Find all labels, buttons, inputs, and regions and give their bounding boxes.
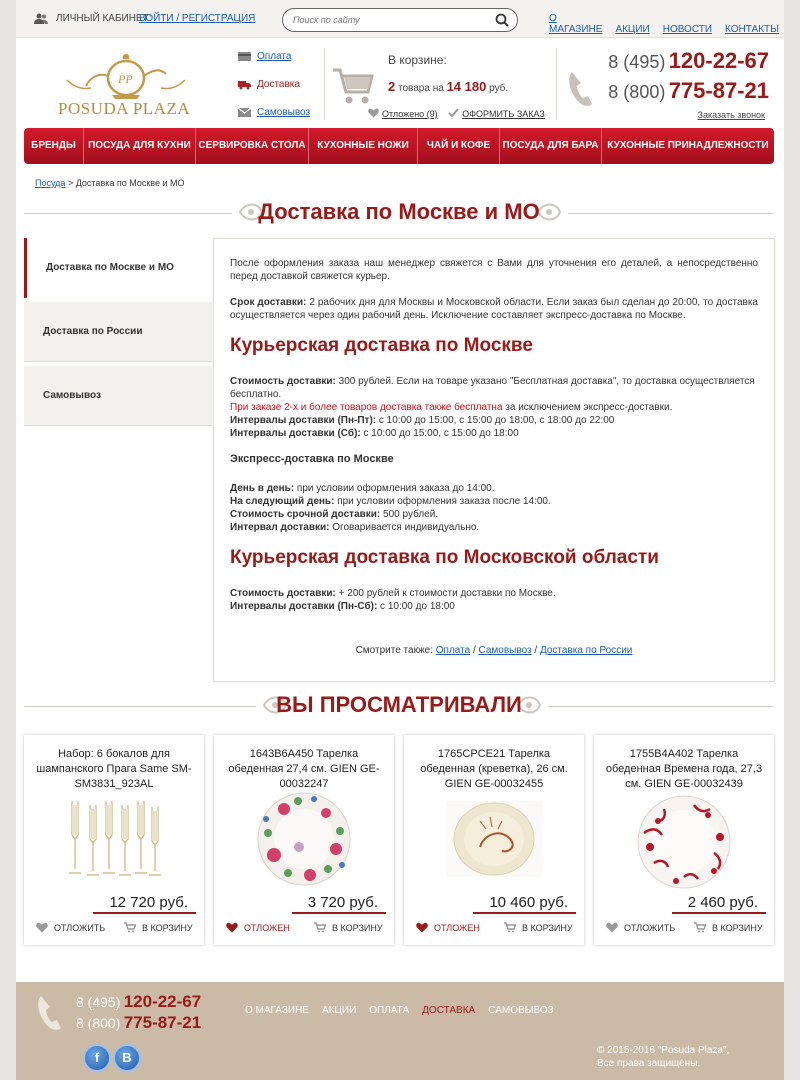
- delivery-term: [230, 296, 758, 322]
- side-item-russia[interactable]: [24, 302, 212, 362]
- copyright: [597, 1044, 729, 1070]
- term-text: 2 рабочих дня для Москвы и Московской области. Если заказ был сделан до 20:00, то доставка осуществляется через один рабочий день. Исключение составляет экспресс-доставка по Москве.: [230, 297, 758, 321]
- seasons-plate-image[interactable]: [634, 793, 734, 891]
- footer-phone-2-code: 8 (800): [76, 1015, 121, 1031]
- search-input[interactable]: [293, 13, 483, 27]
- region-cost-text: + 200 рублей к стоимости доставки по Москве.: [335, 588, 556, 599]
- phone-2-code: 8 (800): [608, 82, 666, 102]
- side-item-moscow[interactable]: [24, 238, 212, 298]
- add-to-cart-button[interactable]: [314, 922, 383, 933]
- copyright-line-1: © 2015-2016 "Posuda Plaza",: [597, 1045, 730, 1056]
- cart-actions: [368, 108, 545, 119]
- next-day-text: при условии оформления заказа после 14:00.: [334, 496, 551, 507]
- add-to-cart-button[interactable]: [124, 922, 193, 933]
- phone-2[interactable]: [606, 78, 769, 108]
- topnav-about[interactable]: О МАГАЗИНЕ: [549, 13, 603, 35]
- users-icon: [34, 13, 48, 25]
- footer-phone-2[interactable]: [76, 1013, 201, 1033]
- callback-link[interactable]: Заказать звонок: [697, 110, 765, 120]
- cart-label: В КОРЗИНУ: [712, 923, 763, 933]
- region-interval-text: с 10:00 до 18:00: [377, 601, 455, 612]
- cart-icon: [694, 922, 706, 933]
- product-card[interactable]: [214, 735, 394, 945]
- footer-nav-payment[interactable]: ОПЛАТА: [369, 1005, 410, 1016]
- region-cost-label: Стоимость доставки:: [230, 588, 336, 599]
- vkontakte-icon[interactable]: B: [113, 1044, 141, 1072]
- copyright-line-2: Все права защищены.: [597, 1058, 701, 1069]
- page-title: Доставка по Москве и МО: [258, 199, 540, 224]
- side-item-pickup[interactable]: [24, 366, 212, 426]
- search-box: [282, 8, 518, 32]
- nav-bar[interactable]: ПОСУДА ДЛЯ БАРА: [500, 128, 602, 164]
- next-day-label: На следующий день:: [230, 496, 335, 507]
- saturday-interval-text: с 10:00 до 15:00, с 15:00 до 18:00: [360, 428, 519, 439]
- saturday-interval-label: Интервалы доставки (Сб):: [230, 428, 361, 439]
- urgent-cost-text: 500 рублей.: [380, 509, 439, 520]
- postpone-label: ОТЛОЖЕН: [244, 923, 290, 933]
- title-ornament: [24, 195, 774, 231]
- header-divider-2: [556, 48, 557, 120]
- floral-plate-image[interactable]: [254, 789, 354, 889]
- see-also-russia[interactable]: Доставка по России: [539, 645, 633, 656]
- cart-label: В КОРЗИНУ: [332, 923, 383, 933]
- free-delivery-rest: за исключением экспресс-доставки.: [502, 402, 673, 413]
- viewed-ornament: [24, 688, 774, 724]
- heading-courier-region: Курьерская доставка по Московской области: [230, 547, 659, 568]
- postpone-button[interactable]: [416, 922, 480, 933]
- nav-knives[interactable]: КУХОННЫЕ НОЖИ: [309, 128, 418, 164]
- search-icon[interactable]: [495, 13, 509, 27]
- cost-label: Стоимость доставки:: [230, 376, 336, 387]
- champagne-glasses-image[interactable]: [64, 799, 164, 883]
- see-also: [214, 644, 774, 657]
- heart-icon: [226, 922, 238, 933]
- truck-icon: [238, 79, 251, 90]
- nav-accessories[interactable]: КУХОННЫЕ ПРИНАДЛЕЖНОСТИ: [607, 140, 769, 151]
- weekday-interval-label: Интервалы доставки (Пн-Пт):: [230, 415, 377, 426]
- product-list: [24, 735, 774, 945]
- cart-currency: руб.: [489, 83, 509, 94]
- urgent-cost-label: Стоимость срочной доставки:: [230, 509, 381, 520]
- add-to-cart-button[interactable]: [504, 922, 573, 933]
- nav-table[interactable]: СЕРВИРОВКА СТОЛА: [196, 128, 309, 164]
- cart-icon[interactable]: [331, 66, 375, 106]
- phone-1-number: 120-22-67: [668, 48, 769, 73]
- top-bar: [16, 0, 784, 38]
- heart-icon: [416, 922, 428, 933]
- moscow-delivery-details: [230, 375, 758, 440]
- product-price: 10 460 руб.: [473, 894, 576, 914]
- cart-icon: [124, 922, 136, 933]
- postpone-label: ОТЛОЖЕН: [434, 923, 480, 933]
- top-nav: [549, 13, 792, 35]
- term-label: Срок доставки:: [230, 297, 307, 308]
- postpone-button[interactable]: [226, 922, 290, 933]
- cart-total: 14 180: [446, 79, 487, 94]
- breadcrumb-home[interactable]: Посуда: [35, 178, 66, 188]
- content-panel: [213, 238, 775, 682]
- cart-label: В КОРЗИНУ: [522, 923, 573, 933]
- nav-tea-coffee[interactable]: ЧАЙ И КОФЕ: [418, 128, 500, 164]
- express-details: [230, 482, 758, 534]
- product-price: 12 720 руб.: [93, 894, 196, 914]
- topnav-contacts[interactable]: КОНТАКТЫ: [725, 24, 779, 35]
- link-pickup[interactable]: Самовывоз: [257, 107, 311, 118]
- footer-nav: [245, 1005, 567, 1016]
- footer-nav-pickup[interactable]: САМОВЫВОЗ: [488, 1005, 554, 1016]
- product-name[interactable]: 1765CPCE21 Тарелка обеденная (креветка), 26 см. GIEN GE-00032455: [420, 748, 568, 790]
- same-day-label: День в день:: [230, 483, 295, 494]
- link-payment[interactable]: Оплата: [257, 51, 292, 62]
- cart-label: В КОРЗИНУ: [142, 923, 193, 933]
- pickup-icon: [238, 107, 251, 118]
- heart-icon: [368, 108, 379, 118]
- cart-label: В корзине:: [388, 53, 447, 67]
- cart-icon: [504, 922, 516, 933]
- header-divider: [324, 48, 325, 120]
- postpone-button[interactable]: [606, 922, 675, 933]
- cart-items-word: товара на: [398, 83, 444, 94]
- region-details: [230, 587, 758, 613]
- phone-2-number: 775-87-21: [668, 78, 769, 103]
- page: [16, 0, 784, 1080]
- see-also-payment[interactable]: Оплата: [435, 645, 471, 656]
- see-also-label: Смотрите также:: [355, 645, 433, 656]
- footer-nav-delivery[interactable]: ДОСТАВКА: [422, 1005, 476, 1016]
- svg-text:PP: PP: [118, 72, 133, 86]
- cart-count: 2: [388, 79, 396, 94]
- postpone-button[interactable]: [36, 922, 105, 933]
- payment-icon: [238, 51, 251, 62]
- breadcrumb: [35, 178, 185, 188]
- weekday-interval-text: с 10:00 до 15:00, с 15:00 до 18:00, с 18:00 до 22:00: [376, 415, 615, 426]
- footer-nav-about[interactable]: О МАГАЗИНЕ: [245, 1005, 309, 1016]
- checkout-link[interactable]: ОФОРМИТЬ ЗАКАЗ: [462, 109, 545, 119]
- nav-kitchen[interactable]: ПОСУДА ДЛЯ КУХНИ: [84, 128, 196, 164]
- viewed-title: ВЫ ПРОСМАТРИВАЛИ: [276, 692, 522, 717]
- link-delivery[interactable]: Доставка: [257, 79, 300, 90]
- cost-text: 300 рублей. Если на товаре указано "Бесплатная доставка", то доставка осуществляется бесплатно.: [230, 376, 755, 400]
- product-card[interactable]: [404, 735, 584, 945]
- same-day-text: при условии оформления заказа до 14:00.: [294, 483, 495, 494]
- phone-1[interactable]: [606, 48, 769, 78]
- intro-text: После оформления заказа наш менеджер свяжется с Вами для уточнения его деталей, а непосредственно перед доставкой свяжется курьер.: [230, 258, 758, 282]
- main-nav: [24, 128, 774, 164]
- heading-express: Экспресс-доставка по Москве: [230, 453, 394, 465]
- topnav-promo[interactable]: АКЦИИ: [615, 24, 650, 35]
- see-also-pickup[interactable]: Самовывоз: [478, 645, 532, 656]
- product-name[interactable]: Набор: 6 бокалов для шампанского Прага Same SM-SM3831_923AL: [36, 748, 192, 790]
- check-icon: [448, 108, 459, 118]
- side-menu: [24, 238, 212, 430]
- login-link[interactable]: ВОЙТИ / РЕГИСТРАЦИЯ: [139, 13, 256, 24]
- logo-text: POSUDA PLAZA: [58, 99, 191, 118]
- footer-phone-2-number: 775-87-21: [123, 1013, 202, 1032]
- heart-icon: [606, 922, 618, 933]
- product-name[interactable]: 1643B6A450 Тарелка обеденная 27,4 см. GIEN GE-00032247: [228, 748, 380, 790]
- cart-icon: [314, 922, 326, 933]
- heading-courier-moscow: Курьерская доставка по Москве: [230, 335, 533, 356]
- shrimp-plate-image[interactable]: [446, 801, 542, 877]
- postponed-link[interactable]: Отложено (9): [382, 109, 438, 119]
- facebook-icon[interactable]: f: [83, 1044, 111, 1072]
- region-interval-label: Интервалы доставки (Пн-Сб):: [230, 601, 378, 612]
- phone-1-code: 8 (495): [608, 52, 666, 72]
- see-also-sep: /: [472, 645, 476, 656]
- see-also-sep: /: [534, 645, 538, 656]
- postpone-label: ОТЛОЖИТЬ: [624, 923, 676, 933]
- interval-text: Оговаривается индивидуально.: [329, 522, 480, 533]
- footer-phone-1-number: 120-22-67: [123, 992, 202, 1011]
- phone-icon: [568, 70, 594, 106]
- product-price: 3 720 руб.: [292, 894, 386, 914]
- topnav-news[interactable]: НОВОСТИ: [662, 24, 713, 35]
- header-phones: [606, 48, 769, 108]
- footer: [16, 982, 784, 1080]
- interval-label: Интервал доставки:: [230, 522, 330, 533]
- free-delivery-note: При заказе 2-х и более товаров доставка также бесплатна: [230, 402, 503, 413]
- footer-phone-1[interactable]: [76, 992, 201, 1012]
- heart-icon: [36, 922, 48, 933]
- phone-icon: [36, 994, 64, 1030]
- product-card[interactable]: [24, 735, 204, 945]
- postpone-label: ОТЛОЖИТЬ: [54, 923, 106, 933]
- breadcrumb-current: > Доставка по Москве и МО: [67, 178, 185, 188]
- product-name[interactable]: 1755B4A402 Тарелка обеденная Времена года, 27,3 см. GIEN GE-00032439: [605, 748, 763, 790]
- side-item-label: Самовывоз: [43, 390, 101, 401]
- add-to-cart-button[interactable]: [694, 922, 763, 933]
- footer-nav-promo[interactable]: АКЦИИ: [321, 1005, 357, 1016]
- cabinet-label: ЛИЧНЫЙ КАБИНЕТ:: [56, 13, 152, 24]
- cart-summary[interactable]: [388, 79, 508, 94]
- nav-brands[interactable]: БРЕНДЫ: [24, 128, 84, 164]
- side-item-label: Доставка по Москве и МО: [46, 262, 174, 273]
- product-card[interactable]: [594, 735, 774, 945]
- side-item-label: Доставка по России: [43, 326, 143, 337]
- product-price: 2 460 руб.: [672, 894, 766, 914]
- footer-phone-1-code: 8 (495): [76, 994, 121, 1010]
